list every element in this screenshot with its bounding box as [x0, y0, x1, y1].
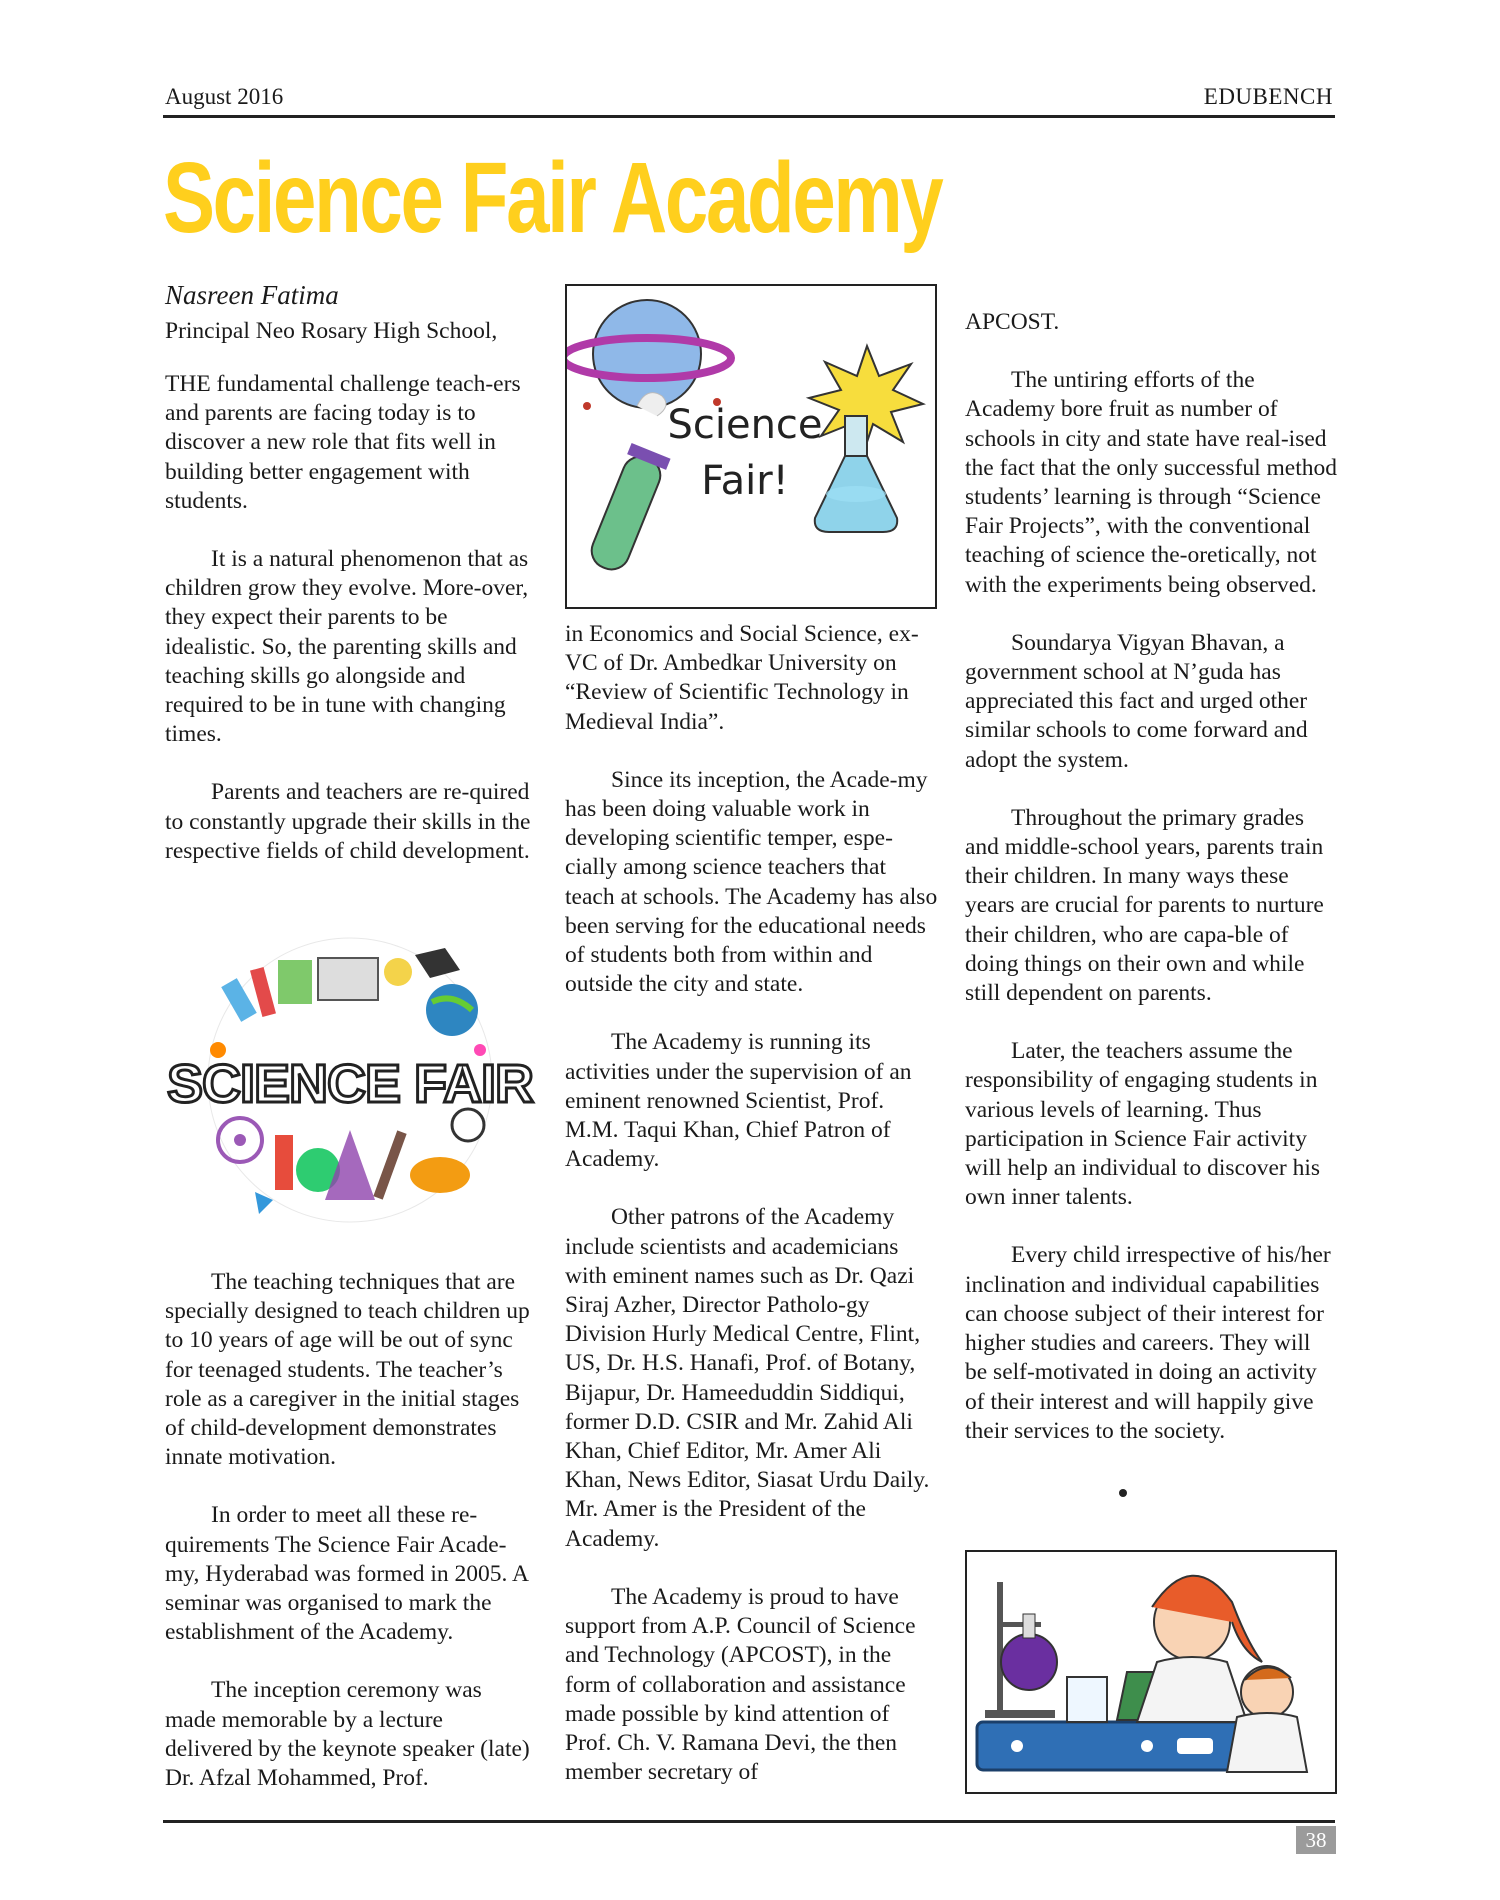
column-1-top [165, 370, 535, 866]
author-name: Nasreen Fatima [165, 280, 339, 310]
column-3 [965, 308, 1337, 1446]
page-number: 38 [1296, 1826, 1336, 1854]
end-of-article-bullet [1119, 1489, 1127, 1497]
footer-rule [163, 1820, 1335, 1823]
paragraph: It is a natural phenomenon that as children grow they evolve. More-over, they expect their parents to be idealistic. So, the parenting skills and teaching skills go alongside and required to be in tune with changing times. [165, 546, 529, 748]
paragraph: The inception ceremony was made memorable by a lecture delivered by the keynote speaker (late) Dr. Afzal Mohammed, Prof. [165, 1677, 530, 1792]
paragraph: In order to meet all these re-quirements The Science Fair Acade-my, Hyderabad was formed in 2005. A seminar was organised to mark the establishment of the Academy. [165, 1502, 528, 1646]
paragraph: THE fundamental challenge teach-ers and parents are facing today is to discover a new role that fits well in building better engagement with students. [165, 371, 521, 514]
lab-children-clipart-image [965, 1550, 1337, 1794]
paragraph: The teaching techniques that are specially designed to teach children up to 10 years of age will be out of sync for teenaged students. The teacher’s role as a caregiver in the initial stages of child-development demonstrates innate motivation. [165, 1269, 530, 1471]
fair-text: Fair! [701, 458, 789, 504]
science-fair-collage-text: SCIENCE FAIR [166, 1054, 534, 1114]
paragraph: in Economics and Social Science, ex-VC of Dr. Ambedkar University on “Review of Scientific Technology in Medieval India”. [565, 621, 919, 735]
header-publication: EDUBENCH [1203, 84, 1333, 109]
author-affiliation: Principal Neo Rosary High School, [165, 318, 498, 344]
paragraph: Later, the teachers assume the responsibility of engaging students in various levels of learning. Thus participation in Science Fair activity will help an individual to discover his own inner talents. [965, 1038, 1321, 1211]
science-text: Science [667, 402, 823, 448]
paragraph: Every child irrespective of his/her inclination and individual capabilities can choose subject of their interest for higher studies and careers. They will be self-motivated in doing an activity of their interest and will happily give their services to the society. [965, 1242, 1331, 1444]
paragraph: APCOST. [965, 309, 1060, 335]
article-title: Science Fair Academy [163, 142, 942, 254]
paragraph: Throughout the primary grades and middle-school years, parents train their children. In many ways these years are crucial for parents to nurture their children, who are capa-ble of doing things on their own and while still dependent on parents. [965, 804, 1324, 1007]
paragraph: Soundarya Vigyan Bhavan, a government school at N’guda has appreciated this fact and urged other similar schools to come forward and adopt the system. [965, 629, 1308, 773]
paragraph: Other patrons of the Academy include scientists and academicians with eminent names such as Dr. Qazi Siraj Azher, Director Patholo-gy Division Hurly Medical Centre, Flint, US, Dr. H.S. Hanafi, Prof. of Botany, Bijapur, Dr. Hameeduddin Siddiqui, former D.D. CSIR and Mr. Zahid Ali Khan, Chief Editor, Mr. Amer Ali Khan, News Editor, Siasat Urdu Daily. Mr. Amer is the President of the Academy. [565, 1204, 930, 1552]
paragraph: The Academy is proud to have support from A.P. Council of Science and Technology (APCOST), in the form of collaboration and assistance made possible by kind attention of Prof. Ch. V. Ramana Devi, the then member secretary of [565, 1583, 916, 1786]
science-fair-collage-image [160, 930, 540, 1230]
science-fair-clipart-image [565, 284, 937, 609]
column-2 [565, 620, 940, 1787]
header-date: August 2016 [165, 84, 284, 109]
column-1-bottom [165, 1268, 535, 1793]
paragraph: Parents and teachers are re-quired to constantly upgrade their skills in the respective fields of child development. [165, 779, 531, 864]
paragraph: Since its inception, the Acade-my has been doing valuable work in developing scientific temper, espe-cially among science teachers that teach at schools. The Academy has also been serving for the educational needs of students both from within and outside the city and state. [565, 766, 938, 998]
paragraph: The untiring efforts of the Academy bore fruit as number of schools in city and state have real-ised the fact that the only successful method students’ learning is through “Science Fair Projects”, with the conventional teaching of science the-oretically, not with the experiments being observed. [965, 367, 1337, 598]
paragraph: The Academy is running its activities under the supervision of an eminent renowned Scientist, Prof. M.M. Taqui Khan, Chief Patron of Academy. [565, 1029, 912, 1173]
header-rule [163, 115, 1335, 118]
